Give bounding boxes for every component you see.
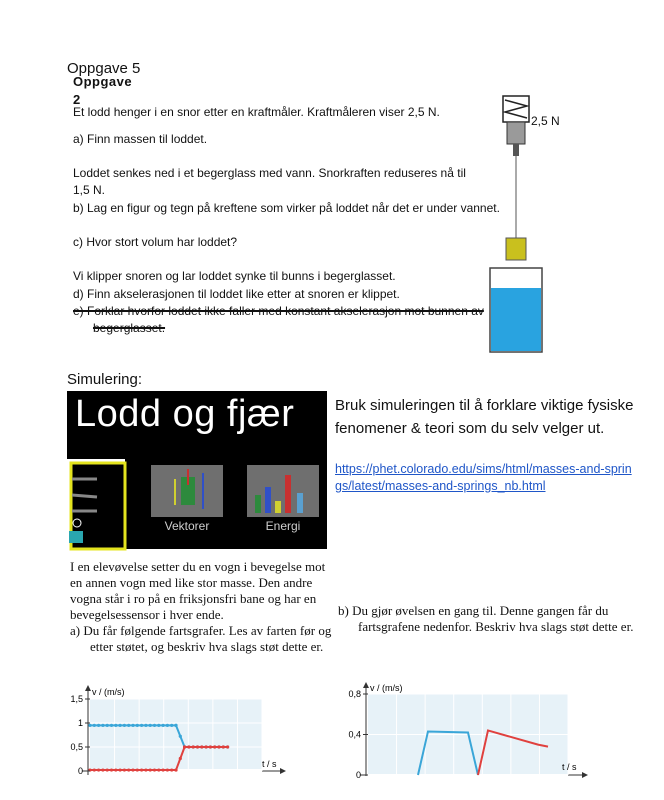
y-tick-label: 0 [355,770,361,780]
exercise-b: b) Du gjør øvelsen en gang til. Denne gangen får du fartsgrafene nedenfor. Beskriv hva slags støt dette er. [338,603,634,634]
series-point-0 [110,724,113,727]
series-point-0 [157,724,160,727]
panel-vectors[interactable] [151,465,223,517]
panel-energy-label: Energi [265,519,301,533]
y-tick-label: 0 [77,766,83,776]
series-point-1 [93,768,96,771]
task-intro: Et lodd henger i en snor etter en kraftmåler. Kraftmåleren viser 2,5 N. [73,105,440,119]
cut-off-heading: Oppgave 2 [73,74,133,107]
y-tick-label: 0,5 [70,742,83,752]
chart-b-y-arrow-icon [363,682,369,688]
series-point-0 [174,724,177,727]
beaker-water [491,288,541,351]
series-point-1 [114,768,117,771]
series-point-0 [149,724,152,727]
series-point-1 [166,768,169,771]
series-point-0 [101,724,104,727]
chart-a-plot-bg [90,699,262,769]
series-point-0 [140,724,143,727]
series-point-1 [119,768,122,771]
y-tick-label: 1 [77,718,83,728]
series-point-0 [119,724,122,727]
force-label: 2,5 N [531,114,560,128]
series-point-0 [144,724,147,727]
series-point-0 [127,724,130,727]
series-point-1 [136,768,139,771]
series-point-1 [183,745,186,748]
chart-a-ylabel: v / (m/s) [92,687,125,697]
spring-rack [67,459,127,549]
meter-body [507,122,525,144]
exercise-intro: I en elevøvelse setter du en vogn i bevegelse mot en annen vogn med like stor masse. Den andre vogna står i ro på en friksjonsfri bane og har en bevegelsessensor i hver ende. [70,559,326,622]
simulation-label: Simulering: [67,371,143,388]
weight-block [506,238,526,260]
y-tick-label: 1,5 [70,694,83,704]
series-point-1 [213,745,216,748]
panel-vectors-label: Vektorer [164,519,210,533]
series-point-0 [136,724,139,727]
series-point-1 [217,745,220,748]
y-tick-label: 0,8 [348,689,361,699]
series-point-0 [179,735,182,738]
series-point-1 [187,745,190,748]
series-point-1 [200,745,203,748]
series-point-0 [123,724,126,727]
series-point-0 [131,724,134,727]
series-point-1 [170,768,173,771]
series-point-1 [179,757,182,760]
velocity-chart-b [336,680,596,792]
y-tick-label: 0,4 [348,729,361,740]
meter-hook [513,144,519,156]
simulation-description: Bruk simuleringen til å forklare viktige fysiske fenomener & teori som du selv velger ut. [335,397,634,437]
simulation-screenshot[interactable] [67,391,327,549]
series-point-1 [196,745,199,748]
panel-energy[interactable] [247,465,319,517]
series-point-1 [110,768,113,771]
series-point-0 [162,724,165,727]
series-point-0 [97,724,100,727]
series-point-1 [157,768,160,771]
chart-a-xlabel: t / s [262,759,277,769]
series-point-1 [153,768,156,771]
series-point-1 [97,768,100,771]
simulation-link[interactable]: https://phet.colorado.edu/sims/html/masses-and-springs/latest/masses-and-springs_nb.html [335,462,632,493]
series-point-1 [127,768,130,771]
series-point-1 [106,768,109,771]
velocity-chart-a [60,683,300,793]
task-b: b) Lag en figur og tegn på kreftene som virker på loddet når det er under vannet. [73,201,500,215]
series-point-1 [222,745,225,748]
chart-b-xlabel: t / s [562,762,577,772]
chart-b-ylabel: v / (m/s) [370,683,403,693]
series-point-0 [106,724,109,727]
series-point-0 [170,724,173,727]
series-point-1 [174,768,177,771]
series-point-1 [144,768,147,771]
task-para2: Loddet senkes ned i et begerglass med vann. Snorkraften reduseres nå til 1,5 N. [73,166,466,197]
series-point-0 [114,724,117,727]
series-point-1 [123,768,126,771]
series-point-0 [93,724,96,727]
series-point-1 [149,768,152,771]
chart-a-x-arrow-icon [280,768,286,774]
series-point-1 [162,768,165,771]
task-c: c) Hvor stort volum har loddet? [73,235,238,249]
sim-app-title: Lodd og fjær [75,393,295,435]
series-point-0 [88,724,91,727]
series-point-1 [192,745,195,748]
exercise-a: a) Du får følgende fartsgrafer. Les av farten før og etter støtet, og beskriv hva slags støt dette er. [70,623,332,654]
series-point-0 [166,724,169,727]
task-e-struck: e) Forklar hvorfor loddet ikke faller med konstant akselerasjon mot bunnen av begerglasset. [73,304,484,335]
series-point-1 [140,768,143,771]
series-point-1 [209,745,212,748]
task-d: d) Finn akselerasjonen til loddet like etter at snoren er klippet. [73,287,400,301]
chart-b-x-arrow-icon [582,772,588,778]
series-point-1 [131,768,134,771]
task-a: a) Finn massen til loddet. [73,132,208,146]
series-point-1 [205,745,208,748]
series-point-1 [101,768,104,771]
task-para3: Vi klipper snoren og lar loddet synke til bunns i begerglasset. [73,269,396,283]
series-point-1 [226,745,229,748]
force-meter-figure [490,92,610,360]
chart-a-y-arrow-icon [85,685,91,691]
page-title: Oppgave 5 [67,60,141,77]
series-point-0 [153,724,156,727]
